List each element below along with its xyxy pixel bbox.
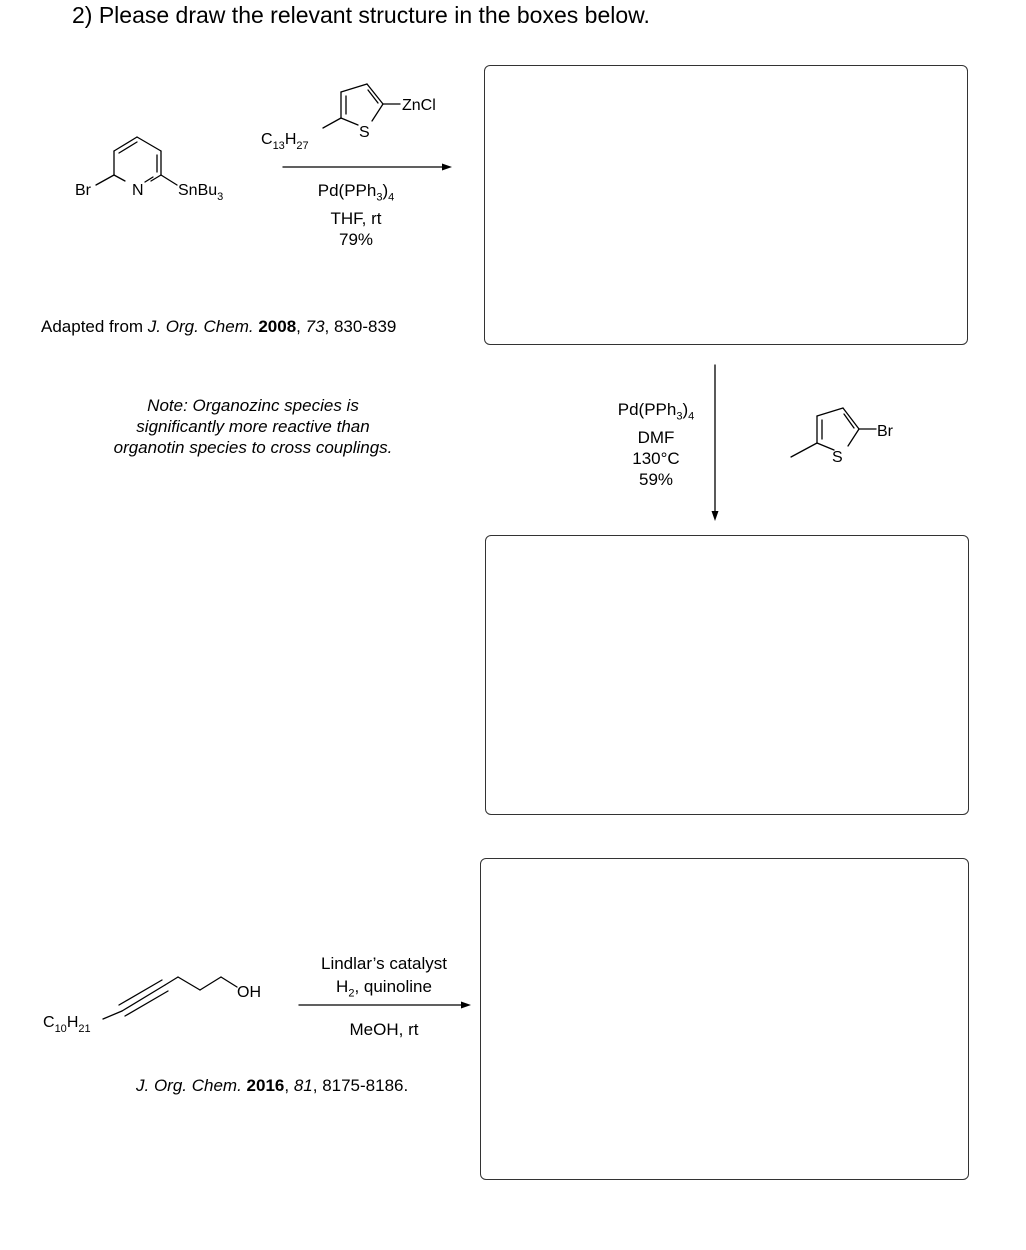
question-title: 2) Please draw the relevant structure in the boxes below. — [72, 2, 650, 28]
c10h21-label: $C_{10}H_{21}$ — [43, 1014, 91, 1035]
reference-1: Adapted from J. Org. Chem. 2008, 73, 830-839 — [41, 317, 397, 336]
arrow-head-1 — [442, 164, 452, 171]
c-sn-bond — [161, 175, 177, 185]
thiophene-ring-right — [817, 408, 859, 450]
conditions-1 — [296, 180, 416, 250]
zncl-label: ZnCl — [402, 97, 436, 114]
conditions-2-catalyst: $Pd(PPh_3)_4$ — [617, 400, 695, 423]
conditions-1-catalyst: $Pd(PPh_3)_4$ — [317, 181, 395, 204]
snbu3-label: SnBu$_3$ — [178, 182, 224, 203]
atom-br-1: Br — [75, 182, 91, 199]
conditions-2-solvent: DMF — [637, 428, 675, 448]
c-br-bond — [96, 175, 114, 185]
atom-s-2: S — [832, 449, 843, 466]
note-text: Note: Organozinc species is significantly more reactive than organotin species to cross couplings. — [113, 396, 393, 457]
conditions-3-additive: $H_2$, quinoline — [336, 977, 432, 1000]
reference-2: J. Org. Chem. 2016, 81, 8175-8186. — [136, 1076, 409, 1095]
c13h27-label: $C_{13}H_{27}$ — [261, 131, 309, 152]
atom-br-2: Br — [877, 423, 893, 440]
methyl-bond — [791, 443, 817, 457]
conditions-3-top — [299, 952, 469, 1005]
conditions-2-temperature: 130°C — [632, 449, 680, 469]
conditions-3-catalyst: Lindlar’s catalyst — [321, 954, 447, 973]
conditions-1-solvent: THF, rt — [330, 209, 382, 229]
alkyl-bond — [323, 118, 341, 128]
conditions-2 — [596, 399, 716, 490]
pyridine-ring — [114, 137, 161, 182]
alkynol-chain — [103, 977, 237, 1019]
conditions-3-solvent: MeOH, rt — [349, 1020, 419, 1039]
atom-s-1: S — [359, 124, 370, 141]
arrow-head-2 — [712, 511, 719, 521]
conditions-1-yield: 79% — [338, 230, 374, 250]
thiophene-ring-top — [341, 84, 383, 125]
oh-label: OH — [237, 984, 261, 1001]
conditions-2-yield: 59% — [638, 470, 674, 490]
atom-n: N — [132, 182, 144, 199]
